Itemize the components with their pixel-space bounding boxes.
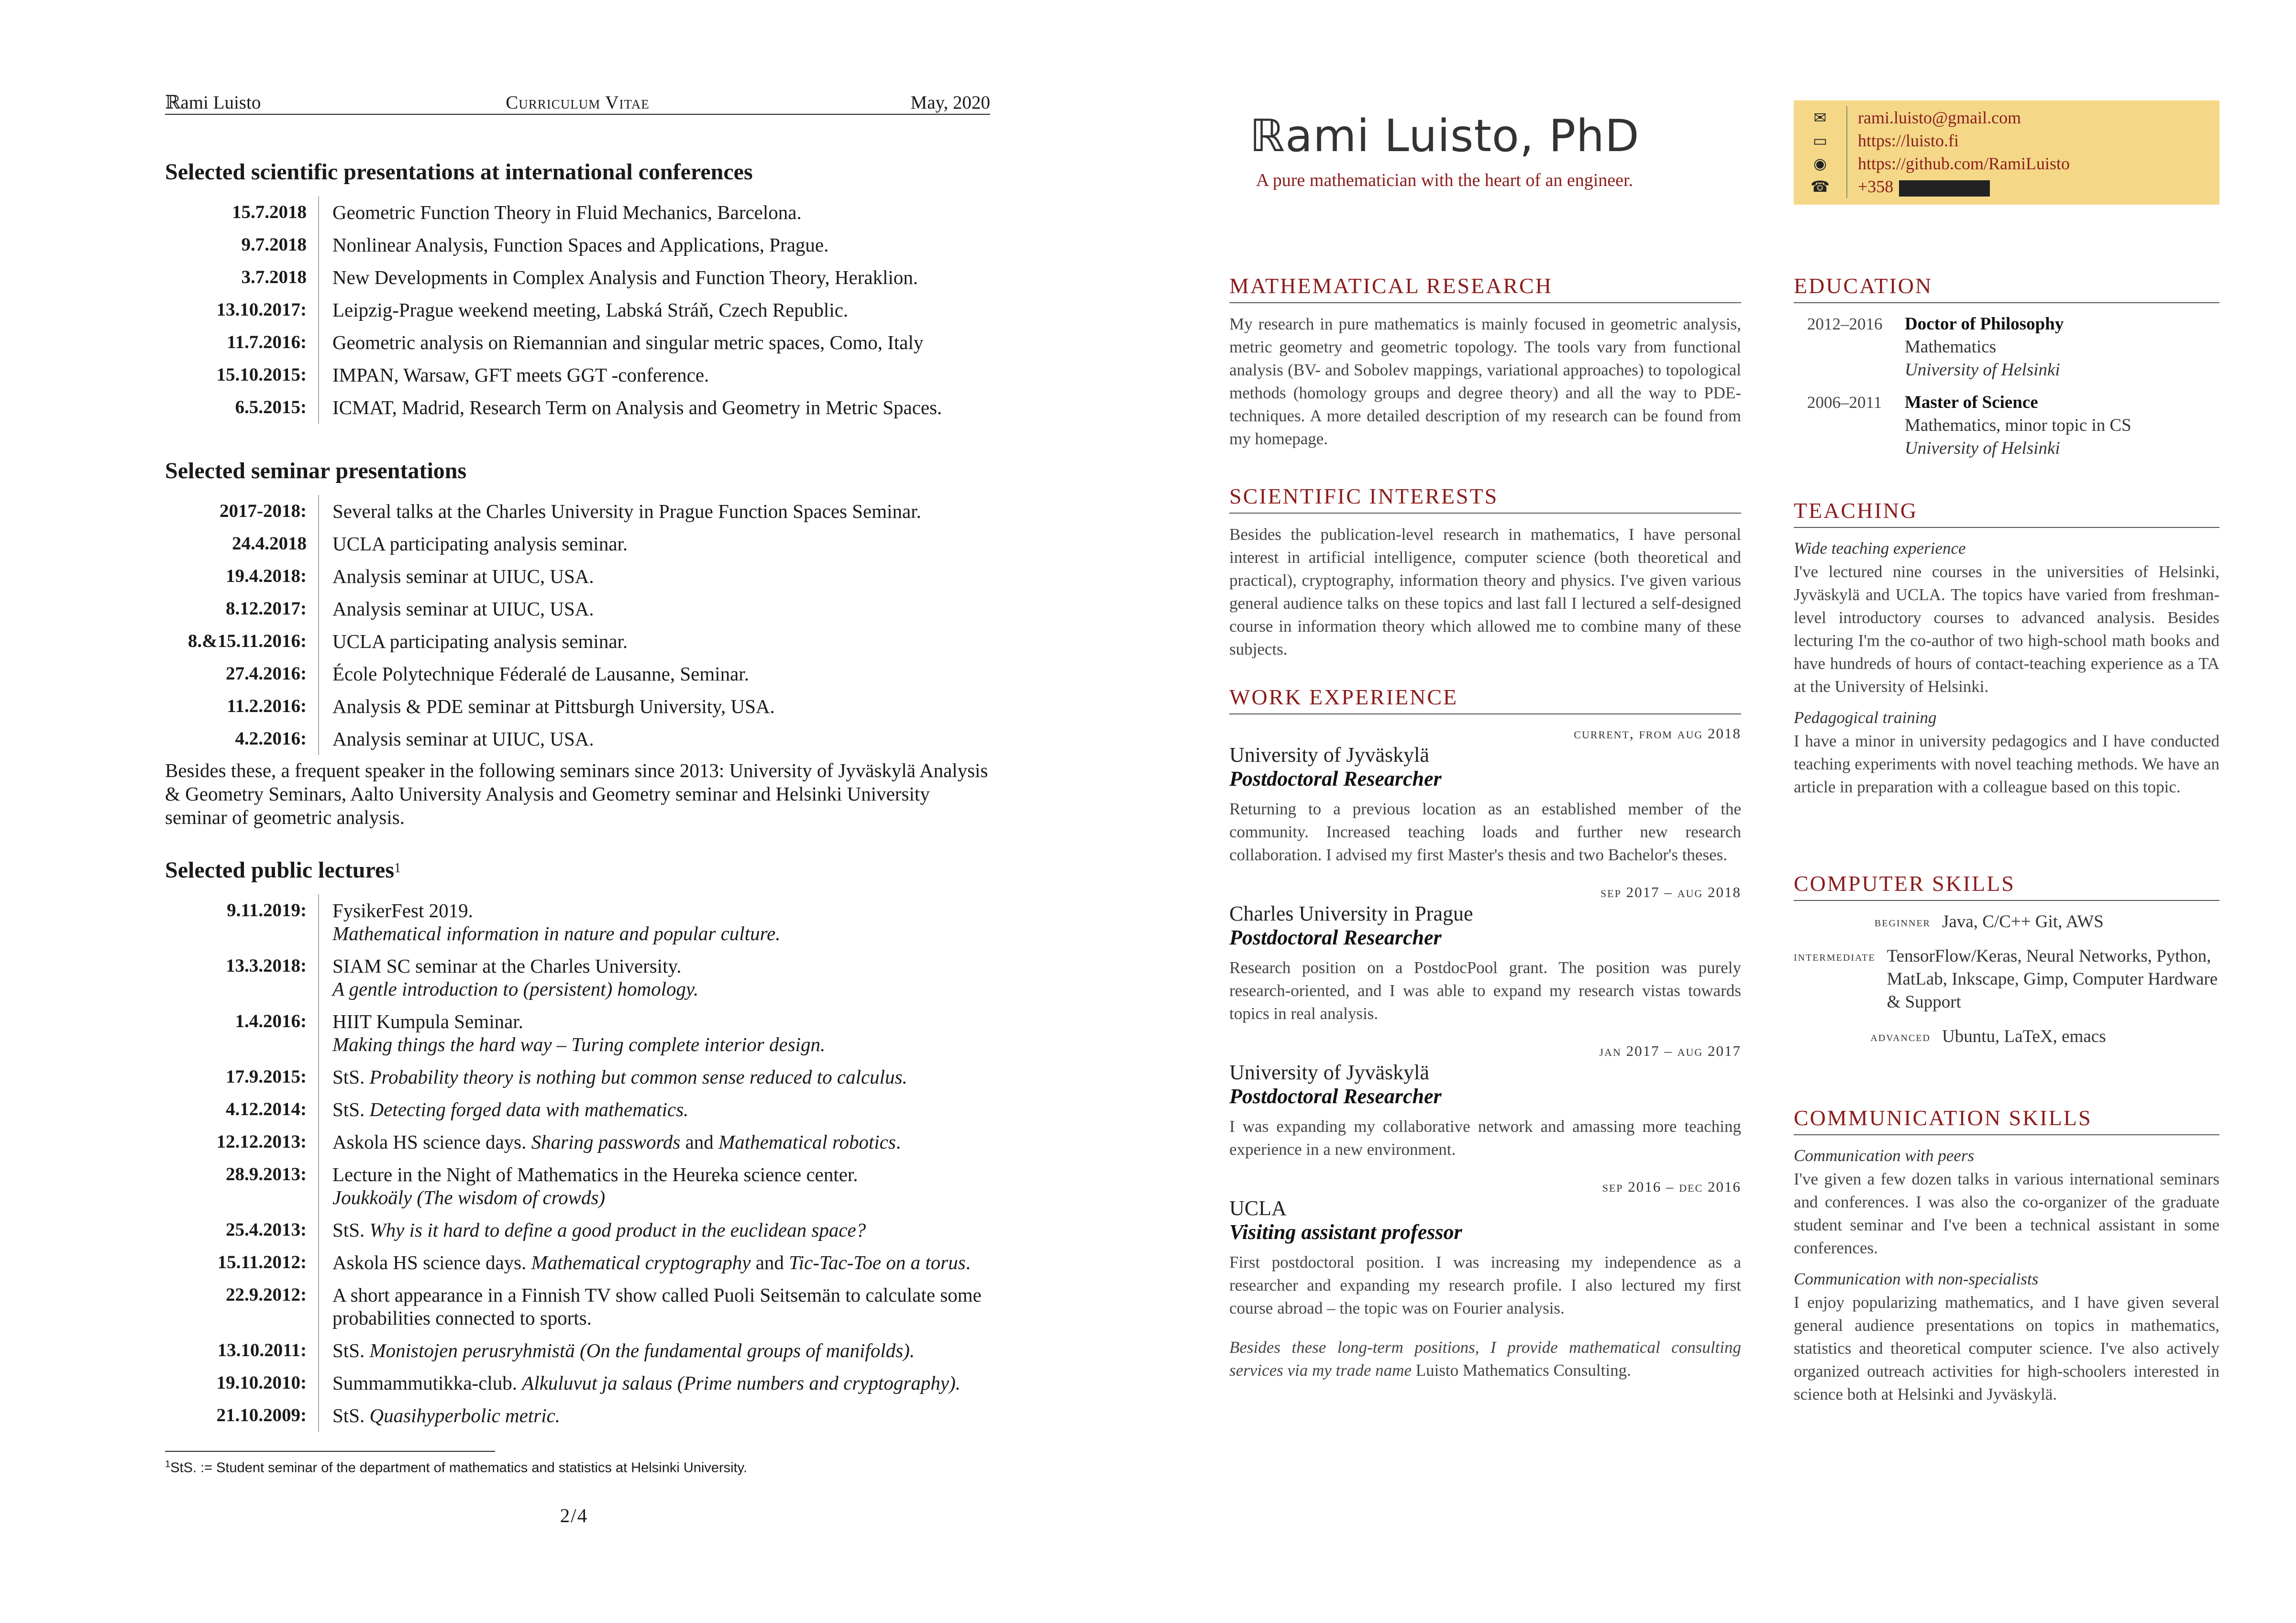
section-heading: Selected public lectures$^1$ [165,857,401,883]
section-heading: SCIENTIFIC INTERESTS [1229,483,1741,514]
contact-value[interactable] [1846,175,1990,198]
lecture-date: 9.11.2019: [227,900,307,921]
lecture-title-2: Tic-Tac-Toe on a torus [789,1251,966,1273]
lecture-venue: Askola HS science days. [332,1131,531,1153]
entry-text: Leipzig-Prague weekend meeting, Labská Stráň, Czech Republic. [318,294,990,326]
phone-icon: ☎ [1810,177,1830,196]
contact-text[interactable]: rami.luisto@gmail.com [1858,108,2021,127]
entry-date: 11.2.2016: [227,696,307,716]
job-entry [1229,1177,1741,1320]
education-years: 2006–2011 [1807,393,1882,412]
job-entry [1229,724,1741,866]
school: University of Helsinki [1905,439,2060,458]
monitor-icon: ▭ [1812,132,1828,150]
lecture-text [318,1214,990,1246]
lecture-date: 1.4.2016: [235,1011,307,1031]
conferences-section [165,158,990,424]
lecture-venue: HIIT Kumpula Seminar. [332,1010,523,1032]
lecture-text [318,1279,990,1334]
lecture-venue: SIAM SC seminar at the Charles University. [332,955,682,977]
lecture-text [318,1126,990,1158]
non-specialists-text: I enjoy popularizing mathematics, and I have given several general audience presentations on topics in mathematics, statistics and theoretical computer science. I've also actively organized outreach activities for high-schoolers interested in science both at Helsinki and Jyväskylä. [1794,1293,2219,1404]
seminars-note: Besides these, a frequent speaker in the following seminars since 2013: University of Jyväskylä Analysis & Geometry Seminars, Aalto University Analysis and Geometry seminar and Helsinki University seminar of geometric analysis. [165,759,988,828]
jobs-list [1229,724,1741,1320]
lecture-text [318,1334,990,1367]
cv-page-1 [1148,0,2296,1623]
job-date: current, from aug 2018 [1574,725,1741,742]
lecture-title-2: Mathematical robotics [718,1131,896,1153]
lecture-date: 28.9.2013: [226,1164,307,1184]
contact-row [1794,106,2219,129]
contact-box [1794,100,2219,205]
lecture-venue: StS. [332,1339,370,1361]
job-entry [1229,1042,1741,1161]
entry-date: 3.7.2018 [241,267,307,287]
lecture-title: Quasihyperbolic metric. [369,1404,561,1426]
job-organization: University of Jyväskylä [1229,743,1429,767]
training-text: I have a minor in university pedagogics and I have conducted teaching experiments with novel teaching methods. We have an article in preparation with a colleague based on this topic. [1794,732,2219,796]
entry-text: Several talks at the Charles University in Prague Function Spaces Seminar. [318,495,990,527]
entry-date: 6.5.2015: [235,397,307,417]
contact-value[interactable] [1846,152,2070,175]
contact-row [1794,129,2219,152]
education-entry [1794,391,2219,460]
section-heading: TEACHING [1794,497,2219,528]
lecture-venue: Summammutikka-club. [332,1372,522,1394]
lecture-text [318,1005,990,1061]
lecture-date: 19.10.2010: [216,1372,307,1393]
non-specialists-subheading: Communication with non-specialists [1794,1270,2039,1288]
lecture-title: Why is it hard to define a good product in the euclidean space? [369,1219,866,1241]
entry-text: Geometric Function Theory in Fluid Mechanics, Barcelona. [318,196,990,229]
entry-text: Analysis seminar at UIUC, USA. [318,560,990,592]
lecture-date: 22.9.2012: [226,1284,307,1305]
job-date: sep 2017 – aug 2018 [1600,884,1741,900]
section-heading: WORK EXPERIENCE [1229,684,1741,714]
lecture-text [318,894,990,950]
lecture-title: Alkuluvut ja salaus (Prime numbers and cryptography). [522,1372,960,1394]
section-heading: Selected scientific presentations at international conferences [165,159,753,185]
lecture-venue: Askola HS science days. [332,1251,531,1273]
entry-date: 15.7.2018 [232,202,307,222]
school: University of Helsinki [1905,360,2060,380]
entry-date: 8.12.2017: [226,598,307,619]
lecture-text [318,950,990,1005]
contact-text[interactable]: https://github.com/RamiLuisto [1858,154,2070,173]
interests-section [1229,483,1741,661]
lecture-title: Making things the hard way – Turing complete interior design. [332,1033,826,1055]
job-organization: Charles University in Prague [1229,902,1473,925]
header-name: ℝami Luisto [165,92,261,113]
skill-row [1794,945,2219,1014]
entry-text: Analysis seminar at UIUC, USA. [318,723,990,755]
field: Mathematics, minor topic in CS [1905,416,2131,435]
contact-text[interactable]: https://luisto.fi [1858,131,1959,150]
lecture-date: 13.3.2018: [226,955,307,976]
entry-text: IMPAN, Warsaw, GFT meets GGT -conference. [318,359,990,391]
entry-text: Analysis seminar at UIUC, USA. [318,592,990,625]
entry-text: Analysis & PDE seminar at Pittsburgh University, USA. [318,690,990,723]
skill-list: Java, C/C++ Git, AWS [1942,912,2104,932]
contact-row [1794,175,2219,198]
entry-text: New Developments in Complex Analysis and Function Theory, Heraklion. [318,261,990,294]
peers-text: I've given a few dozen talks in various international seminars and conferences. I was also the co-organizer of the graduate student seminar and I've been a technical assistant in some conferences. [1794,1170,2219,1257]
skill-list: Ubuntu, LaTeX, emacs [1942,1027,2106,1046]
interests-text: Besides the publication-level research in mathematics, I have personal interest in artificial intelligence, computer science (both theoretical and practical), cryptography, information theory and physics. I've given various general audience talks on these topics and last fall I lectured a self-designed course in information theory which allowed me to combine many of these subjects. [1229,525,1741,658]
job-description: I was expanding my collaborative network and amassing more teaching experience in a new environment. [1229,1117,1741,1159]
contact-value[interactable] [1846,129,1959,152]
conferences-list [165,196,990,424]
job-description: First postdoctoral position. I was increasing my independence as a researcher and expanding my research profile. I also lectured my first course abroad – the topic was on Fourier analysis. [1229,1253,1741,1317]
entry-date: 19.4.2018: [226,566,307,586]
teaching-subheading: Wide teaching experience [1794,539,1966,558]
job-organization: UCLA [1229,1196,1287,1220]
training-subheading: Pedagogical training [1794,708,1937,727]
education-years: 2012–2016 [1807,315,1883,333]
skill-list: TensorFlow/Keras, Neural Networks, Python, MatLab, Inkscape, Gimp, Computer Hardware & Support [1887,946,2218,1012]
skill-level: beginner [1874,914,1931,930]
field: Mathematics [1905,337,1997,357]
degree: Doctor of Philosophy [1905,314,2064,334]
lecture-date: 4.12.2014: [226,1099,307,1119]
section-heading: EDUCATION [1794,273,2219,303]
lecture-venue: StS. [332,1219,370,1241]
entry-date: 11.7.2016: [227,332,307,352]
seminars-section [165,457,990,829]
section-heading: MATHEMATICAL RESEARCH [1229,273,1741,303]
lecture-connector: and [680,1131,719,1153]
research-section [1229,273,1741,450]
lecture-title: Sharing passwords [531,1131,681,1153]
header-date: May, 2020 [910,92,990,113]
lecture-title: A gentle introduction to (persistent) homology. [332,978,699,1000]
entry-date: 27.4.2016: [226,663,307,684]
entry-date: 13.10.2017: [216,299,307,320]
lecture-venue: Lecture in the Night of Mathematics in the Heureka science center. [332,1163,858,1185]
education-details [1905,391,2131,460]
section-heading: COMPUTER SKILLS [1794,870,2219,901]
lecture-title: Monistojen perusryhmistä (On the fundamental groups of manifolds). [369,1339,915,1361]
footnote: $^1$StS. := Student seminar of the department of mathematics and statistics at Helsinki University. [165,1459,748,1476]
lecture-date: 13.10.2011: [217,1340,307,1360]
section-heading: COMMUNICATION SKILLS [1794,1105,2219,1135]
education-details [1905,313,2064,382]
lecture-text [318,1246,990,1279]
section-heading: Selected seminar presentations [165,458,467,483]
lecture-text [318,1093,990,1126]
job-description: Research position on a PostdocPool grant. The position was purely research-oriented, and I was able to expand my research vistas towards topics in real analysis. [1229,958,1741,1023]
job-date: jan 2017 – aug 2017 [1599,1042,1741,1059]
lecture-text [318,1399,990,1432]
cv-tagline: A pure mathematician with the heart of an engineer. [1256,170,1634,190]
job-role: Postdoctoral Researcher [1229,767,1442,790]
lecture-title: Probability theory is nothing but common sense reduced to calculus. [369,1066,907,1088]
skill-row [1794,1025,2219,1048]
cv-name: ℝami Luisto, PhD [1249,110,1640,162]
skills-list [1794,910,2219,1048]
lecture-venue: A short appearance in a Finnish TV show called Puoli Seitsemän to calculate some probabilities connected to sports. [332,1284,982,1329]
lecture-text [318,1061,990,1093]
skill-level: advanced [1870,1029,1931,1044]
job-role: Visiting assistant professor [1229,1220,1462,1244]
entry-text: UCLA participating analysis seminar. [318,527,990,560]
research-text: My research in pure mathematics is mainly focused in geometric analysis, metric geometry and geometric topology. The tools vary from functional analysis (BV- and Sobolev mappings, variational approaches) to topological methods (homology groups and degree theory) and all the way to PDE-techniques. A more detailed description of my research can be found from my homepage. [1229,315,1741,448]
skill-level: intermediate [1794,949,1876,964]
lectures-list [165,894,990,1432]
page-header [165,92,990,115]
lecture-title: Mathematical information in nature and popular culture. [332,922,781,944]
entry-date: 24.4.2018 [232,533,307,554]
public-lectures-section [165,856,990,1432]
job-role: Postdoctoral Researcher [1229,1085,1442,1108]
redacted-block [1899,180,1990,197]
contact-value[interactable] [1846,106,2021,129]
consulting-note: Besides these long-term positions, I provide mathematical consulting services via my trade name Luisto Mathematics Consulting. [1229,1338,1741,1380]
lecture-end: . [895,1131,901,1153]
entry-text: UCLA participating analysis seminar. [318,625,990,658]
contact-text[interactable]: +358 [1858,177,1894,196]
lecture-title: Mathematical cryptography [531,1251,751,1273]
entry-date: 15.10.2015: [216,364,307,385]
education-entry [1794,313,2219,382]
degree: Master of Science [1905,393,2038,412]
page-number: 2/4 [560,1504,588,1526]
communication-section [1794,1105,2219,1406]
lecture-date: 17.9.2015: [226,1066,307,1087]
entry-text: École Polytechnique Féderalé de Lausanne, Seminar. [318,658,990,690]
lecture-date: 15.11.2012: [217,1252,307,1272]
teaching-section [1794,497,2219,799]
github-icon: ◉ [1813,154,1827,173]
lecture-date: 21.10.2009: [216,1405,307,1426]
lecture-date: 25.4.2013: [226,1219,307,1240]
entry-date: 2017-2018: [220,501,307,521]
entry-date: 4.2.2016: [235,728,307,749]
header-title: Curriculum Vitae [506,92,650,113]
job-entry [1229,883,1741,1025]
job-organization: University of Jyväskylä [1229,1061,1429,1084]
teaching-text: I've lectured nine courses in the universities of Helsinki, Jyväskylä and UCLA. The topics have varied from freshman-level introductory courses to advanced analysis. Besides lecturing I'm the co-author of two high-school math books and have hundreds of hours of contact-teaching experience as a TA at the University of Helsinki. [1794,562,2219,696]
education-list [1794,313,2219,460]
entry-text: Nonlinear Analysis, Function Spaces and Applications, Prague. [318,229,990,261]
lecture-title: Detecting forged data with mathematics. [369,1098,689,1120]
computer-skills-section [1794,870,2219,1060]
entry-date: 9.7.2018 [241,234,307,255]
job-date: sep 2016 – dec 2016 [1602,1178,1741,1195]
footnote-divider [165,1451,495,1452]
footnote-mark: 1 [394,861,401,876]
peers-subheading: Communication with peers [1794,1146,1975,1165]
lecture-end: . [965,1251,971,1273]
entry-text: Geometric analysis on Riemannian and singular metric spaces, Como, Italy [318,326,990,359]
lecture-text [318,1367,990,1399]
envelope-icon: ✉ [1813,109,1827,127]
work-section [1229,684,1741,1382]
job-role: Postdoctoral Researcher [1229,926,1442,949]
job-description: Returning to a previous location as an established member of the community. Increased teaching loads and further new research collaboration. I advised my first Master's thesis and two Bachelor's theses. [1229,800,1741,864]
entry-date: 8.&15.11.2016: [188,631,307,651]
lecture-title: Joukkoäly (The wisdom of crowds) [332,1186,606,1208]
lecture-venue: StS. [332,1066,370,1088]
lecture-text [318,1158,990,1214]
lecture-connector: and [751,1251,789,1273]
lecture-venue: StS. [332,1098,370,1120]
lecture-venue: StS. [332,1404,370,1426]
skill-row [1794,910,2219,933]
lecture-date: 12.12.2013: [216,1131,307,1152]
education-section [1794,273,2219,470]
lecture-venue: FysikerFest 2019. [332,899,473,921]
seminars-list [165,495,990,755]
entry-text: ICMAT, Madrid, Research Term on Analysis and Geometry in Metric Spaces. [318,391,990,424]
contact-row [1794,152,2219,175]
